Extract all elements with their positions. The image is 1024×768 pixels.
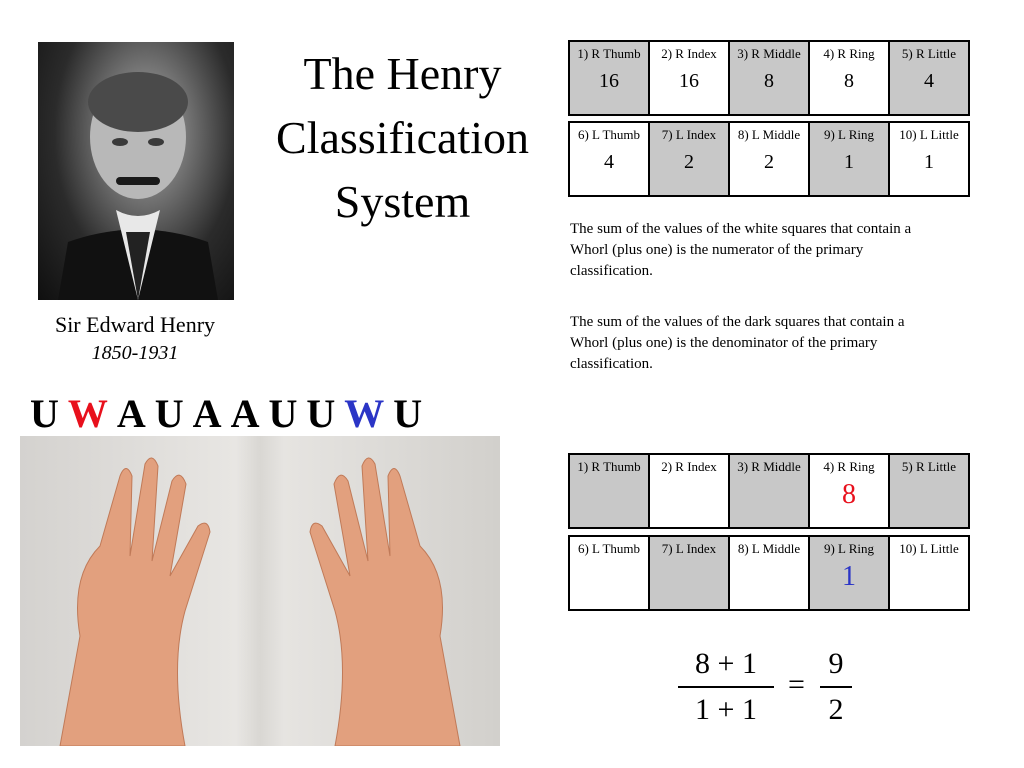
finger-cell bbox=[569, 536, 649, 610]
note-white-squares: The sum of the values of the white squares that contain a Whorl (plus one) is the numerator of the primary classification. bbox=[570, 221, 912, 279]
finger-value: 8 bbox=[764, 70, 774, 92]
equals-sign: = bbox=[788, 668, 805, 701]
pattern-letter: W bbox=[67, 391, 108, 436]
finger-label: 8) L Middle bbox=[737, 127, 801, 142]
example-left-table bbox=[568, 535, 970, 611]
finger-cell bbox=[889, 454, 969, 528]
finger-value: 8 bbox=[842, 479, 856, 510]
finger-label: 4) R Ring bbox=[823, 46, 875, 61]
finger-cell bbox=[889, 536, 969, 610]
finger-label: 7) L Index bbox=[661, 127, 717, 142]
finger-cell bbox=[649, 41, 729, 115]
finger-cell bbox=[889, 41, 969, 115]
finger-cell bbox=[729, 41, 809, 115]
finger-values-left-table bbox=[568, 121, 970, 197]
finger-label: 10) L Little bbox=[899, 127, 959, 142]
pattern-letter: U bbox=[30, 391, 59, 436]
pattern-letter: U bbox=[393, 391, 423, 436]
finger-value: 4 bbox=[604, 151, 614, 173]
note-dark-squares: The sum of the values of the dark squares that contain a Whorl (plus one) is the denominator of the primary classification. bbox=[570, 314, 905, 372]
finger-label: 9) L Ring bbox=[823, 541, 875, 556]
formula-sum-fraction bbox=[678, 644, 774, 730]
finger-cell bbox=[809, 122, 889, 196]
example-right-table bbox=[568, 453, 970, 529]
fraction-bar bbox=[678, 686, 774, 688]
portrait-name: Sir Edward Henry bbox=[54, 312, 216, 337]
finger-label: 8) L Middle bbox=[737, 541, 801, 556]
page-title: The Henry Classification System bbox=[276, 48, 529, 227]
pattern-letter: A bbox=[230, 391, 260, 436]
pattern-letter: U bbox=[154, 391, 184, 436]
finger-label: 1) R Thumb bbox=[577, 46, 641, 61]
finger-label: 9) L Ring bbox=[823, 127, 875, 142]
finger-label: 5) R Little bbox=[901, 459, 957, 474]
finger-cell bbox=[569, 41, 649, 115]
pattern-letter: U bbox=[306, 391, 336, 436]
finger-value: 4 bbox=[924, 70, 934, 92]
finger-label: 3) R Middle bbox=[737, 459, 801, 474]
finger-value: 1 bbox=[842, 561, 856, 592]
fingerprint-pattern-row bbox=[30, 390, 490, 437]
finger-value: 16 bbox=[599, 70, 619, 92]
finger-cell bbox=[809, 454, 889, 528]
finger-value: 1 bbox=[924, 151, 934, 173]
finger-values-right-table bbox=[568, 40, 970, 116]
finger-cell bbox=[729, 536, 809, 610]
finger-cell bbox=[809, 41, 889, 115]
finger-value: 1 bbox=[844, 151, 854, 173]
formula-denominator: 1 + 1 bbox=[695, 693, 757, 726]
finger-cell bbox=[809, 536, 889, 610]
finger-value: 8 bbox=[844, 70, 854, 92]
finger-value: 2 bbox=[764, 151, 774, 173]
finger-value: 16 bbox=[679, 70, 699, 92]
finger-label: 6) L Thumb bbox=[577, 127, 641, 142]
finger-cell bbox=[729, 122, 809, 196]
finger-label: 2) R Index bbox=[661, 46, 717, 61]
finger-cell bbox=[649, 122, 729, 196]
finger-label: 4) R Ring bbox=[823, 459, 875, 474]
portrait-years: 1850-1931 bbox=[91, 342, 179, 364]
finger-label: 1) R Thumb bbox=[577, 459, 641, 474]
pattern-letter: A bbox=[192, 391, 222, 436]
fraction-bar bbox=[820, 686, 852, 688]
formula-result-fraction bbox=[820, 644, 852, 730]
pattern-letter: U bbox=[268, 391, 298, 436]
finger-cell bbox=[569, 122, 649, 196]
finger-label: 7) L Index bbox=[661, 541, 717, 556]
finger-cell bbox=[649, 454, 729, 528]
finger-label: 3) R Middle bbox=[737, 46, 801, 61]
finger-label: 10) L Little bbox=[899, 541, 959, 556]
pattern-letter: A bbox=[116, 391, 146, 436]
finger-label: 5) R Little bbox=[901, 46, 957, 61]
formula-numerator: 8 + 1 bbox=[695, 647, 757, 680]
finger-cell bbox=[889, 122, 969, 196]
result-denominator: 2 bbox=[828, 693, 844, 726]
finger-value: 2 bbox=[684, 151, 694, 173]
portrait-photo bbox=[38, 42, 234, 300]
finger-cell bbox=[649, 536, 729, 610]
hands-photo bbox=[20, 436, 500, 746]
finger-cell bbox=[729, 454, 809, 528]
result-numerator: 9 bbox=[828, 647, 844, 680]
finger-cell bbox=[569, 454, 649, 528]
pattern-letter: W bbox=[344, 391, 385, 436]
finger-label: 2) R Index bbox=[661, 459, 717, 474]
finger-label: 6) L Thumb bbox=[577, 541, 641, 556]
